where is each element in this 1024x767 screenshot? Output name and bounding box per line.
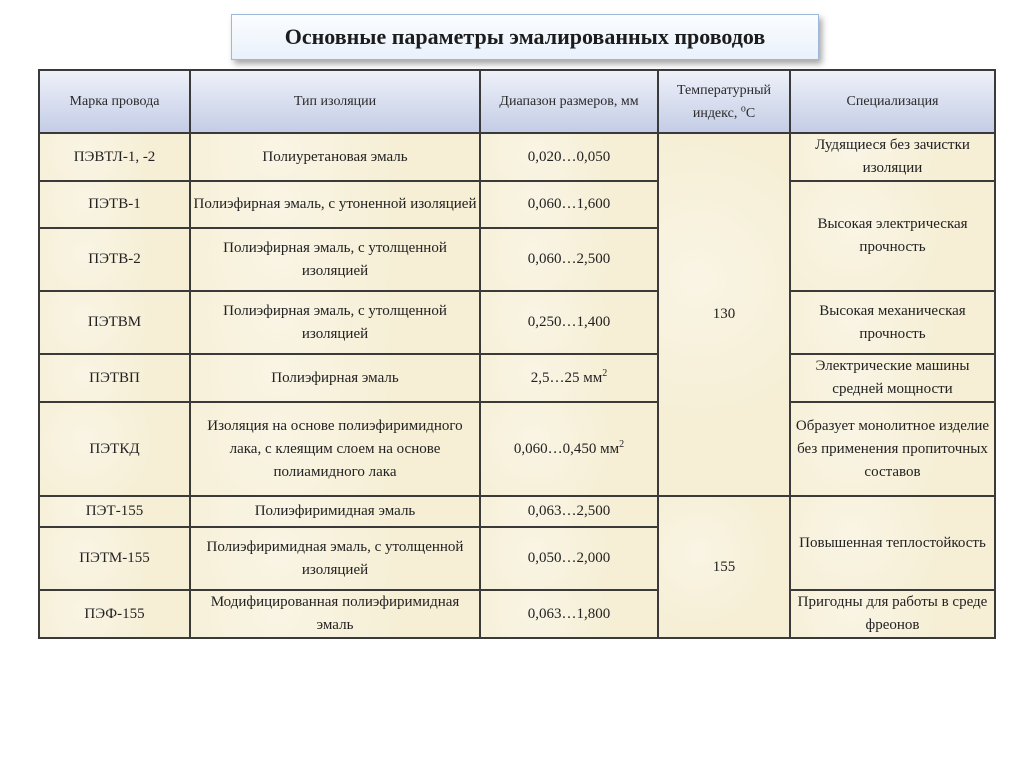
header-temperature-degree: о [740,102,746,114]
cell-specialization: Повышенная теплостойкость [790,496,995,590]
table-row [39,402,995,496]
table-row [39,181,995,228]
range-text: 2,5…25 мм [530,369,603,386]
cell-mark: ПЭТВ-2 [39,228,190,291]
range-superscript: 2 [602,367,608,379]
table-row [39,590,995,638]
cell-mark: ПЭТМ-155 [39,527,190,590]
table-row [39,291,995,354]
cell-range: 0,060…2,500 [480,228,658,291]
cell-temperature-155: 155 [658,496,790,638]
range-text: 0,060…0,450 мм [513,440,620,457]
cell-specialization: Высокая электрическая прочность [790,181,995,291]
cell-mark: ПЭВТЛ-1, -2 [39,133,190,181]
cell-mark: ПЭТВП [39,354,190,402]
cell-mark: ПЭТВМ [39,291,190,354]
cell-specialization: Электрические машины средней мощности [790,354,995,402]
cell-range [480,354,658,402]
header-mark: Марка провода [39,70,190,133]
cell-specialization: Высокая механическая прочность [790,291,995,354]
cell-range: 0,250…1,400 [480,291,658,354]
header-temperature-unit: С [745,105,756,121]
cell-insulation: Полиэфирная эмаль, с утолщенной изоляцией [190,228,480,291]
wire-parameters-table [38,69,996,639]
cell-range: 0,063…1,800 [480,590,658,638]
table-row [39,354,995,402]
cell-mark: ПЭТКД [39,402,190,496]
range-superscript: 2 [619,438,625,450]
header-insulation: Тип изоляции [190,70,480,133]
cell-insulation: Полиэфирная эмаль, с утоненной изоляцией [190,181,480,228]
header-temperature-line1: Температурный [677,82,771,98]
table-row [39,496,995,527]
cell-range: 0,063…2,500 [480,496,658,527]
header-temperature-line2: индекс, [692,105,741,121]
cell-insulation: Полиуретановая эмаль [190,133,480,181]
page-title: Основные параметры эмалированных проводов [231,14,819,60]
cell-insulation: Полиэфирная эмаль [190,354,480,402]
cell-insulation: Полиэфиримидная эмаль, с утолщенной изоляцией [190,527,480,590]
cell-mark: ПЭФ-155 [39,590,190,638]
cell-mark: ПЭТВ-1 [39,181,190,228]
header-range: Диапазон размеров, мм [480,70,658,133]
header-specialization: Специализация [790,70,995,133]
cell-range [480,402,658,496]
header-temperature [658,70,790,133]
cell-specialization: Образует монолитное изделие без применения пропиточных составов [790,402,995,496]
cell-insulation: Изоляция на основе полиэфиримидного лака, с клеящим слоем на основе полиамидного лака [190,402,480,496]
cell-temperature-130: 130 [658,133,790,496]
cell-insulation: Модифицированная полиэфиримидная эмаль [190,590,480,638]
cell-insulation: Полиэфиримидная эмаль [190,496,480,527]
cell-insulation: Полиэфирная эмаль, с утолщенной изоляцией [190,291,480,354]
table-row [39,133,995,181]
header-row [39,70,995,133]
cell-range: 0,020…0,050 [480,133,658,181]
cell-mark: ПЭТ-155 [39,496,190,527]
cell-range: 0,050…2,000 [480,527,658,590]
cell-specialization: Лудящиеся без зачистки изоляции [790,133,995,181]
cell-specialization: Пригодны для работы в среде фреонов [790,590,995,638]
cell-range: 0,060…1,600 [480,181,658,228]
